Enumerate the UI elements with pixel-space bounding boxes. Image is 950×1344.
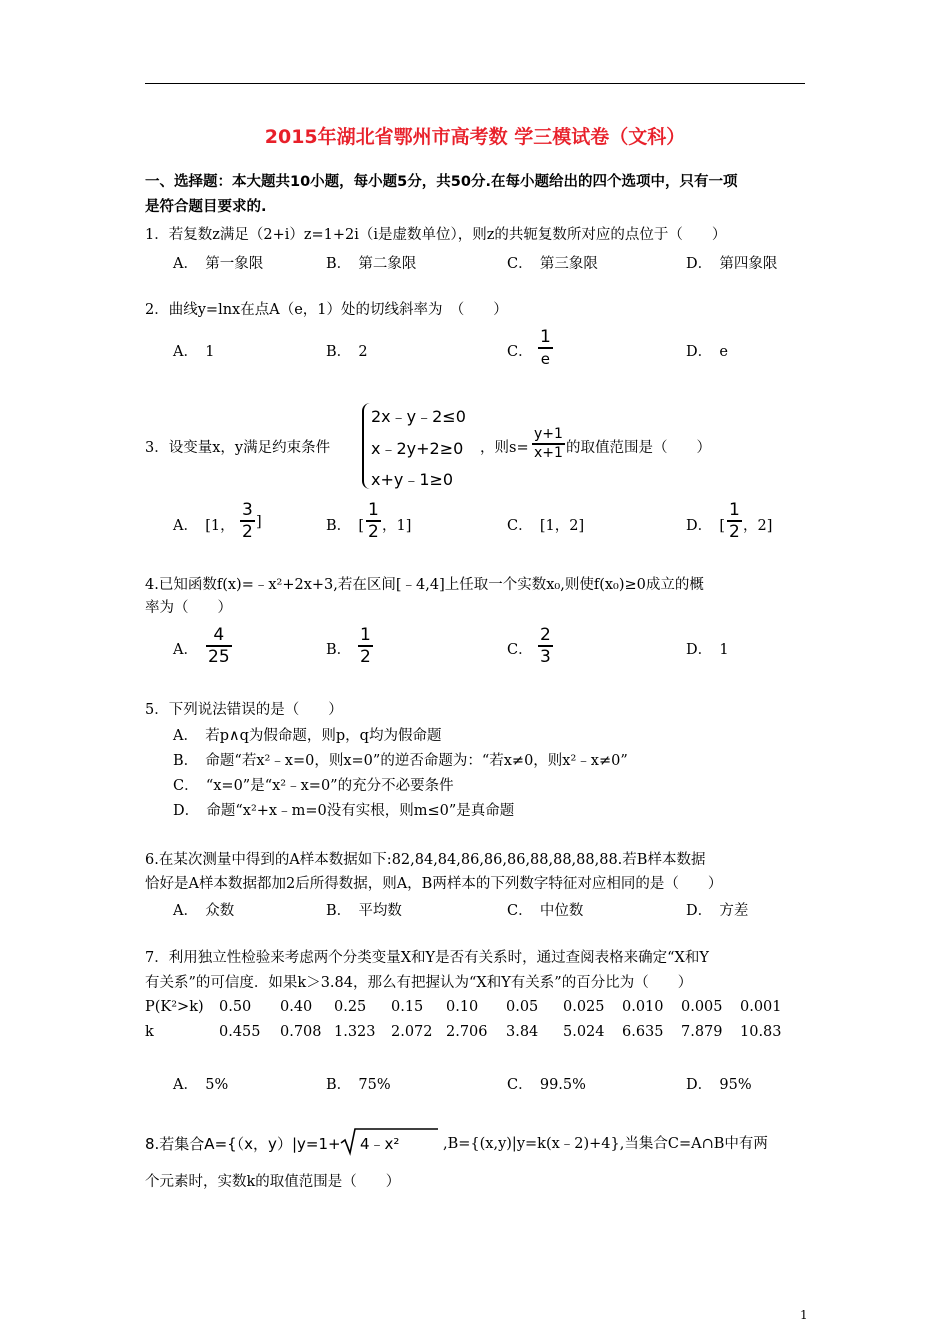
fraction-numerator: 1 [729, 500, 740, 520]
question-4-option-a-fraction [206, 626, 232, 666]
table-cell: 0.15 [391, 999, 424, 1015]
question-6-option-a: A． 众数 [173, 903, 235, 919]
question-2-option-a: A． 1 [173, 344, 215, 360]
fraction-denominator: 2 [729, 521, 740, 542]
fraction-denominator: 2 [360, 646, 371, 667]
fraction-numerator: 1 [360, 625, 371, 645]
question-3-option-b-close: ，1] [382, 518, 412, 534]
question-4-option-c-fraction [538, 626, 553, 666]
question-5-stem: 5．下列说法错误的是（ ） [145, 702, 343, 718]
question-3-option-d-fraction [727, 501, 742, 541]
question-1-option-d: D． 第四象限 [686, 256, 778, 272]
table-cell: 2.072 [391, 1024, 433, 1040]
fraction-numerator: 4 [213, 625, 225, 645]
question-2-option-d: D． e [686, 344, 728, 360]
question-3-option-c: C． [1，2] [507, 518, 585, 534]
table-cell: 7.879 [681, 1024, 723, 1040]
question-2-option-b: B． 2 [326, 344, 368, 360]
question-4-option-b-fraction [358, 626, 373, 666]
question-7-option-b: B． 75% [326, 1077, 391, 1093]
table-cell: 0.25 [334, 999, 367, 1015]
fraction-numerator: 1 [368, 500, 379, 520]
table-cell: 0.455 [219, 1024, 261, 1040]
question-3-option-a-close: ] [256, 514, 262, 530]
question-7-option-a: A． 5% [173, 1077, 229, 1093]
table-row-2-header: k [145, 1024, 154, 1040]
question-3-s-fraction [532, 427, 565, 461]
question-4-option-d: D． 1 [686, 642, 729, 658]
question-8-sqrt-body: 4﹣x² [360, 1135, 400, 1153]
question-6-option-d: D． 方差 [686, 903, 749, 919]
question-3-stem-end: 的取值范围是（ ） [566, 440, 711, 456]
question-3-option-a-fraction [240, 501, 255, 541]
table-cell: 2.706 [446, 1024, 488, 1040]
table-cell: 0.10 [446, 999, 479, 1015]
table-cell: 6.635 [622, 1024, 664, 1040]
question-5-option-a: A． 若p∧q为假命题，则p，q均为假命题 [173, 728, 442, 744]
fraction-denominator: 2 [368, 521, 379, 542]
section-heading: 一、选择题：本大题共10小题，每小题5分，共50分.在每小题给出的四个选项中，只有一项 [145, 174, 738, 190]
constraint-1: 2x﹣y﹣2≤0 [371, 407, 466, 426]
table-cell: 10.83 [740, 1024, 782, 1040]
table-cell: 5.024 [563, 1024, 605, 1040]
page-number: 1 [800, 1308, 808, 1322]
table-cell: 0.05 [506, 999, 539, 1015]
question-2-option-c-fraction [538, 328, 553, 368]
question-3-option-d-label: D． [ [686, 518, 726, 534]
constraint-3: x+y﹣1≥0 [371, 470, 454, 489]
table-cell: 0.40 [280, 999, 313, 1015]
fraction-bar [538, 347, 553, 349]
header-rule [145, 83, 805, 84]
fraction-denominator: 25 [208, 646, 230, 667]
question-3-stem-mid: ，则s= [480, 440, 529, 456]
question-2-option-c-label: C． [507, 344, 533, 360]
question-7-option-c: C． 99.5% [507, 1077, 586, 1093]
table-cell: 0.001 [740, 999, 782, 1015]
fraction-numerator: y+1 [534, 426, 563, 442]
fraction-numerator: 2 [540, 625, 551, 645]
question-3-option-b-fraction [366, 501, 381, 541]
question-4-option-c-label: C． [507, 642, 533, 658]
question-7-stem-line2: 有关系”的可信度．如果k＞3.84，那么有把握认为“X和Y有关系”的百分比为（ ） [145, 975, 693, 991]
fraction-denominator: 3 [540, 646, 551, 667]
question-8-stem-start: 8.若集合A={（x，y）|y=1+ [145, 1135, 341, 1153]
question-6-stem-line2: 恰好是A样本数据都加2后所得数据，则A，B两样本的下列数字特征对应相同的是（ ） [145, 876, 723, 892]
question-8-stem-end: ,B={(x,y)|y=k(x﹣2)+4},当集合C=A∩B中有两 [443, 1136, 768, 1152]
fraction-denominator: e [540, 349, 551, 368]
question-1-option-b: B． 第二象限 [326, 256, 417, 272]
question-3-option-a-label: A． [1， [173, 518, 235, 534]
question-4-option-a-label: A． [173, 642, 198, 658]
table-cell: 0.010 [622, 999, 664, 1015]
table-cell: 0.50 [219, 999, 252, 1015]
question-3-option-d-close: ，2] [743, 518, 773, 534]
page-title: 2015年湖北省鄂州市高考数 学三模试卷（文科） [264, 126, 686, 148]
question-3-option-b-label: B． [ [326, 518, 365, 534]
table-cell: 3.84 [506, 1024, 539, 1040]
fraction-denominator: x+1 [534, 444, 563, 461]
question-6-option-c: C． 中位数 [507, 903, 584, 919]
question-4-stem-line2: 率为（ ） [145, 600, 232, 616]
question-5-option-d: D． 命题“x²+x﹣m=0没有实根，则m≤0”是真命题 [173, 803, 515, 819]
question-7-option-d: D． 95% [686, 1077, 752, 1093]
question-5-option-b: B． 命题“若x²﹣x=0，则x=0”的逆否命题为：“若x≠0，则x²﹣x≠0” [173, 753, 628, 769]
table-cell: 0.025 [563, 999, 605, 1015]
question-7-stem: 7．利用独立性检验来考虑两个分类变量X和Y是否有关系时，通过查阅表格来确定“X和Y [145, 950, 709, 966]
question-2-stem: 2．曲线y=lnx在点A（e，1）处的切线斜率为 （ ） [145, 302, 508, 318]
table-cell: 1.323 [334, 1024, 376, 1040]
question-5-option-c: C． “x=0”是“x²﹣x=0”的充分不必要条件 [173, 778, 454, 794]
fraction-denominator: 2 [242, 521, 253, 542]
question-1-option-c: C． 第三象限 [507, 256, 598, 272]
question-6-option-b: B． 平均数 [326, 903, 402, 919]
table-cell: 0.708 [280, 1024, 322, 1040]
question-3-stem-start: 3．设变量x，y满足约束条件 [145, 440, 331, 456]
table-cell: 0.005 [681, 999, 723, 1015]
constraint-2: x﹣2y+2≥0 [371, 439, 464, 458]
question-4-option-b-label: B． [326, 642, 352, 658]
question-1-stem: 1．若复数z满足（2+i）z=1+2i（i是虚数单位），则z的共轭复数所对应的点位于（ ） [145, 227, 727, 243]
question-4-stem: 4.已知函数f(x)=﹣x²+2x+3,若在区间[﹣4,4]上任取一个实数x₀,则使f(x₀)≥0成立的概 [145, 577, 704, 593]
question-8-stem-line2: 个元素时，实数k的取值范围是（ ） [145, 1174, 401, 1190]
fraction-numerator: 1 [540, 327, 551, 347]
question-1-option-a: A． 第一象限 [173, 256, 264, 272]
fraction-numerator: 3 [242, 500, 253, 520]
question-6-stem: 6.在某次测量中得到的A样本数据如下:82,84,84,86,86,86,88,88,88,88.若B样本数据 [145, 852, 706, 868]
section-heading-line2: 是符合题目要求的. [145, 199, 267, 215]
table-row-1-header: P(K²>k) [145, 999, 204, 1015]
